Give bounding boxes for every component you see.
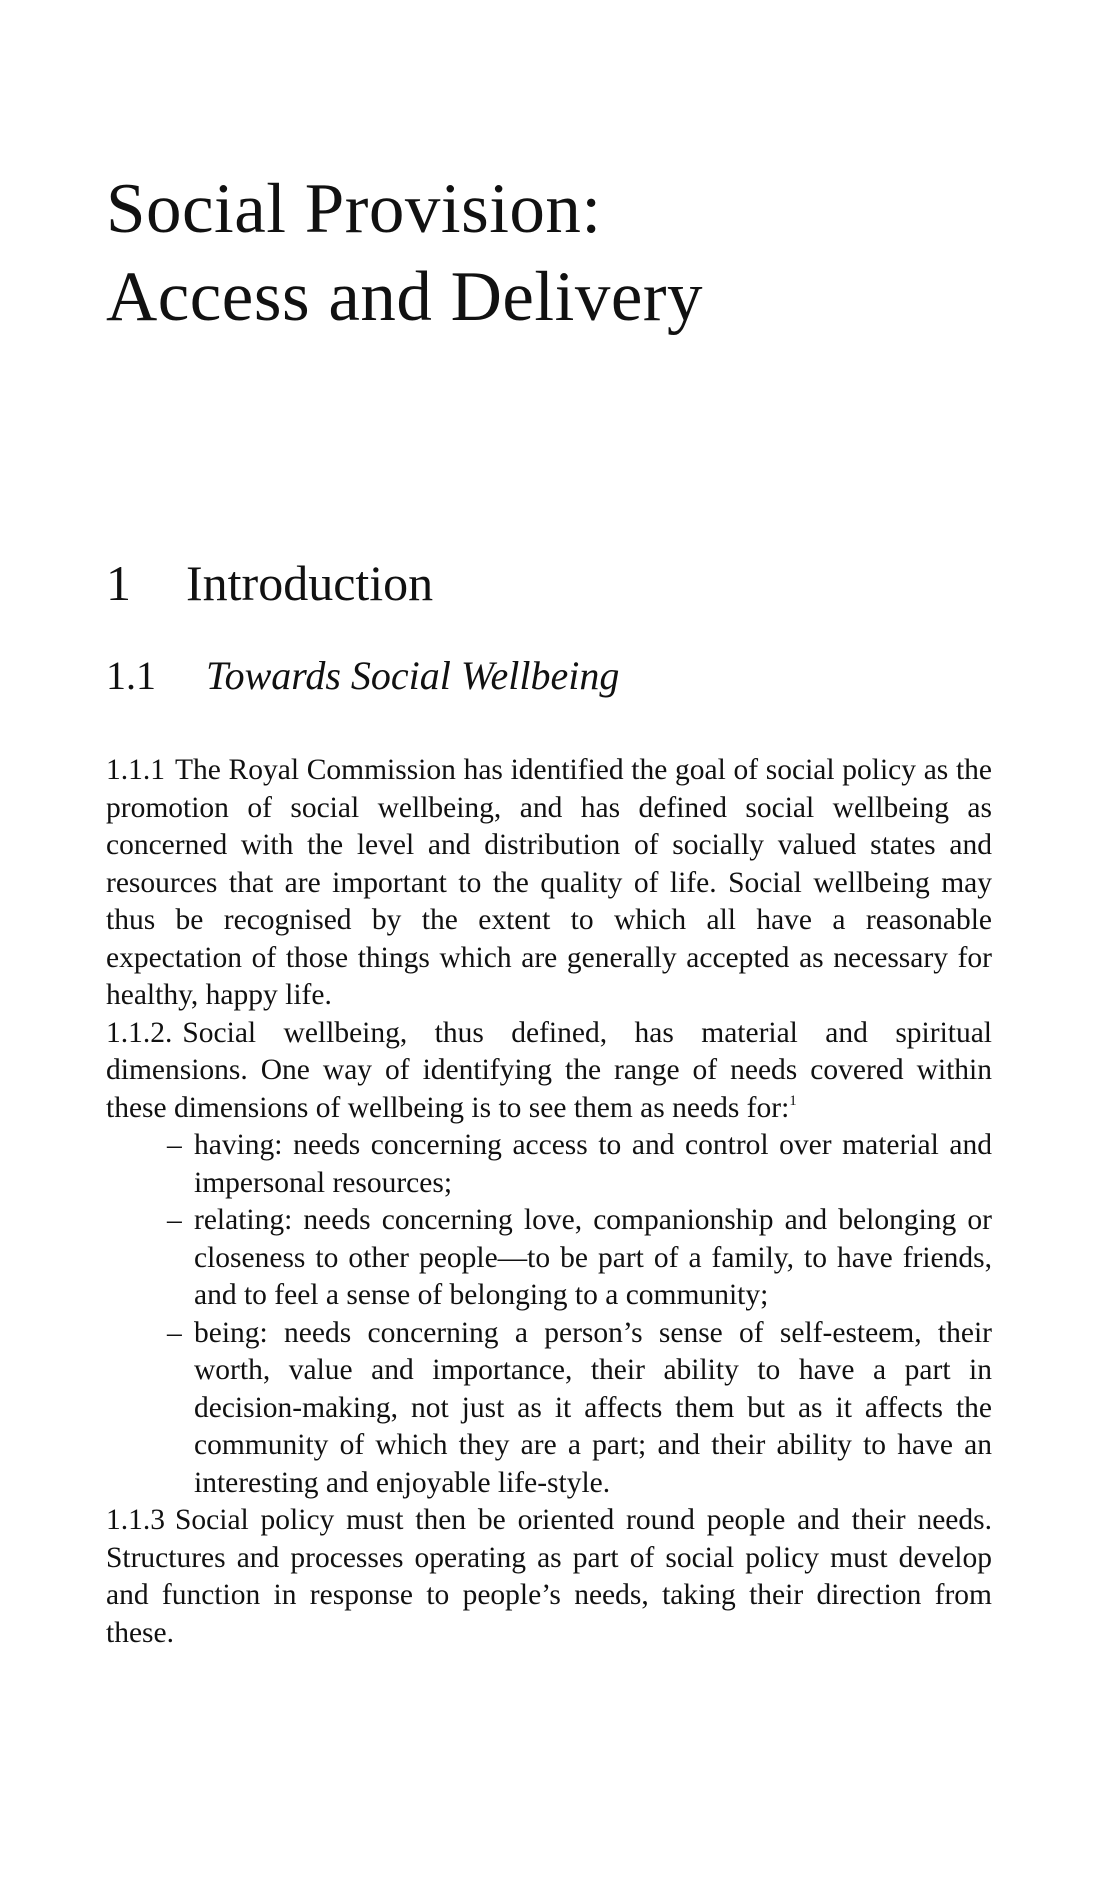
list-item-text: being: needs concerning a person’s sense of self-esteem, their worth, value and importance, their ability to have a part in decision-making, not just as it affects them but as it affects the community of which they are a part; and their ability to have an interesting and enjoyable life-style. [194,1316,992,1499]
paragraph-1-1-3 [106,1502,992,1652]
chapter-number: 1 [106,555,131,611]
paragraph-1-1-1 [106,752,992,1015]
paragraph-text: Social wellbeing, thus defined, has material and spiritual dimensions. One way of identifying the range of needs covered within these dimensions of wellbeing is to see them as needs for: [106,1016,992,1124]
document-title-line-1: Social Provision: [106,170,602,248]
body-text [106,752,992,1652]
paragraph-text: The Royal Commission has identified the goal of social policy as the promotion of social wellbeing, and has defined social wellbeing as concerned with the level and distribution of socially valued states and resources that are important to the quality of life. Social wellbeing may thus be recognised by the extent to which all have a reasonable expectation of those things which are generally accepted as necessary for healthy, happy life. [106,754,992,1011]
list-dash: – [167,1129,182,1161]
section-title: Towards Social Wellbeing [206,653,620,698]
list-dash: – [167,1316,182,1349]
chapter-title: Introduction [186,555,434,611]
paragraph-number: 1.1.1 [106,754,165,786]
document-title [106,165,703,341]
section-number: 1.1 [106,653,156,698]
chapter-heading [106,553,433,613]
paragraph-number: 1.1.2. [106,1016,173,1049]
list-dash: – [167,1204,182,1236]
list-item-text: having: needs concerning access to and control over material and impersonal resources; [194,1129,992,1199]
document-title-line-2: Access and Delivery [106,258,703,336]
footnote-marker: 1 [789,1092,797,1109]
paragraph-text: Social policy must then be oriented round people and their needs. Structures and processes operating as part of social policy must develop and function in response to people’s needs, taking their direction from these. [106,1504,992,1649]
needs-list [106,1127,992,1502]
list-item-text: relating: needs concerning love, companionship and belonging or closeness to other people—to be part of a family, to have friends, and to feel a sense of belonging to a community; [194,1204,992,1311]
list-item-having [167,1127,992,1202]
list-item-relating [167,1202,992,1315]
paragraph-1-1-2 [106,1015,992,1128]
paragraph-number: 1.1.3 [106,1504,165,1536]
list-item-being [167,1315,992,1503]
section-heading [106,651,619,701]
